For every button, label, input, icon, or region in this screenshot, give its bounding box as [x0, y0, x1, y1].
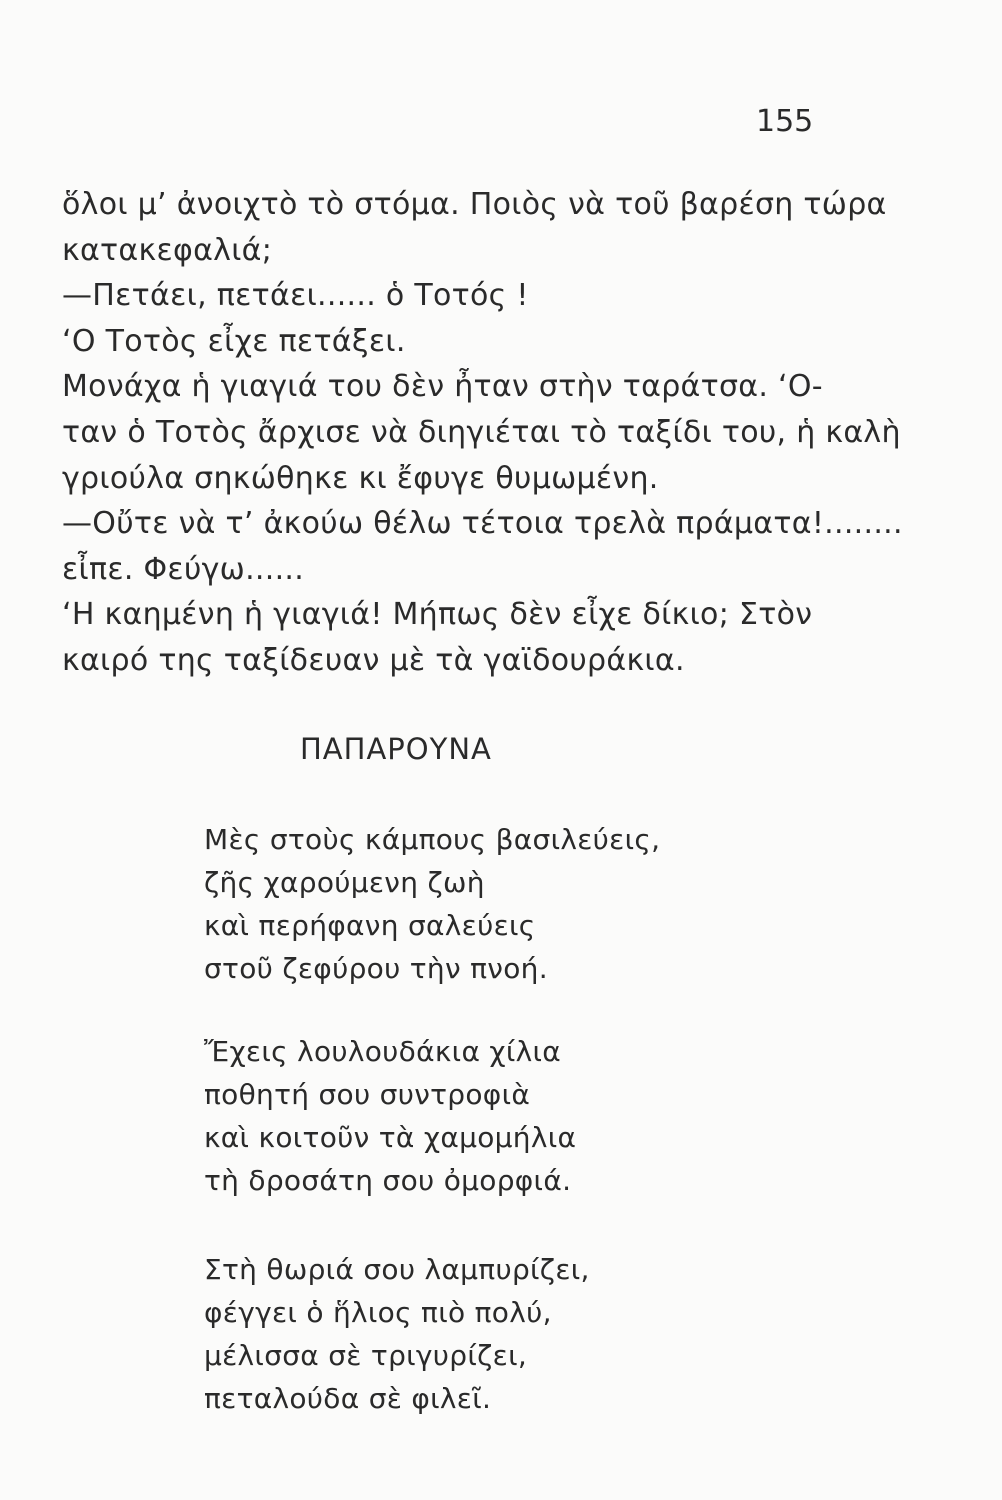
poem-title: ΠΑΠΑΡΟΥΝΑ: [300, 732, 492, 766]
prose-line: ‘Ο Τοτὸς εἶχε πετάξει.: [62, 323, 406, 359]
prose-line: Μονάχα ἡ γιαγιά του δὲν ἦταν στὴν ταράτσα. ‘Ο-: [62, 369, 823, 405]
page-number: 155: [756, 104, 814, 139]
poem-line: ποθητή σου συντροφιὰ: [204, 1078, 531, 1111]
poem-stanza: [204, 1030, 576, 1202]
poem-line: πεταλούδα σὲ φιλεῖ.: [204, 1382, 492, 1415]
poem-line: τὴ δροσάτη σου ὀμορφιά.: [204, 1164, 572, 1197]
poem-line: στοῦ ζεφύρου τὴν πνοή.: [204, 952, 548, 985]
prose-line: γριούλα σηκώθηκε κι ἔφυγε θυμωμένη.: [62, 460, 659, 496]
prose-line: ταν ὁ Τοτὸς ἄρχισε νὰ διηγιέται τὸ ταξίδι του, ἡ καλὴ: [62, 414, 901, 450]
prose-line: καιρό της ταξίδευαν μὲ τὰ γαϊδουράκια.: [62, 642, 685, 678]
poem-line: φέγγει ὁ ἥλιος πιὸ πολύ,: [204, 1296, 552, 1329]
prose-line: εἶπε. Φεύγω......: [62, 551, 305, 587]
poem-line: Μὲς στοὺς κάμπους βασιλεύεις,: [204, 823, 661, 856]
poem-stanza: [204, 818, 660, 990]
poem-stanza: [204, 1248, 590, 1420]
prose-line: —Πετάει, πετάει...... ὁ Τοτός !: [62, 278, 529, 314]
poem-line: Στὴ θωριά σου λαμπυρίζει,: [204, 1253, 590, 1286]
poem-line: Ἔχεις λουλουδάκια χίλια: [204, 1035, 562, 1068]
poem-line: καὶ περήφανη σαλεύεις: [204, 909, 536, 942]
prose-line: ὅλοι μ’ ἀνοιχτὸ τὸ στόμα. Ποιὸς νὰ τοῦ βαρέση τώρα: [62, 187, 887, 222]
poem-line: καὶ κοιτοῦν τὰ χαμομήλια: [204, 1121, 577, 1154]
poem-line: ζῆς χαρούμενη ζωὴ: [204, 866, 485, 899]
poem-line: μέλισσα σὲ τριγυρίζει,: [204, 1339, 528, 1372]
prose-block: [62, 182, 903, 684]
prose-line: —Οὔτε νὰ τ’ ἀκούω θέλω τέτοια τρελὰ πράματα!........: [62, 506, 903, 542]
prose-line: κατακεφαλιά;: [62, 232, 273, 268]
prose-line: ‘Η καημένη ἡ γιαγιά! Μήπως δὲν εἶχε δίκιο; Στὸν: [62, 597, 813, 633]
